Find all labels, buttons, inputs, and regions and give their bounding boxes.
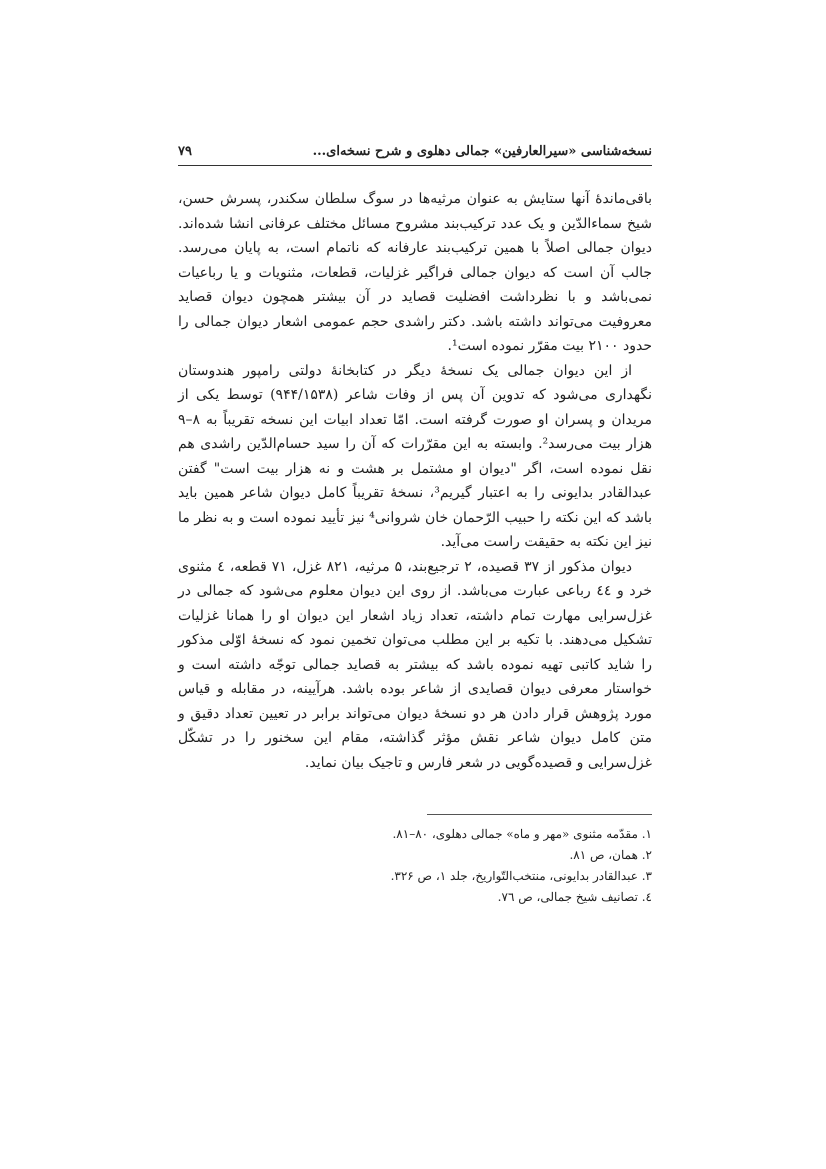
footnotes-list [178,824,652,908]
paragraph-2: از این دیوان جمالی یک نسخهٔ دیگر در کتابخانهٔ دولتی رامپور هندوستان نگهداری می‌شود که تدوین آن پس از وفات شاعر (۹۴۴/۱۵۳۸) توسط یکی از مریدان و پسران او صورت گرفته است. امّا تعداد ابیات این نسخه تقریباً به ۸–۹ هزار بیت می‌رسد². وابسته به این مقرّرات که آن را سید حسام‌الدّین راشدی هم نقل نموده است، اگر "دیوان او مشتمل بر هشت و نه هزار بیت است" گفتن عبدالقادر بدایونی را به اعتبار گیریم³، نسخهٔ تقریباً کامل دیوان شاعر همین باید باشد که این نکته را حبیب الرّحمان خان شروانی⁴ نیز تأیید نموده است و به نظر ما نیز این نکته به حقیقت راست می‌آید. [178,362,652,550]
running-title: نسخه‌شناسی «سیرالعارفین» جمالی دهلوی و شرح نسخه‌ای... [312,144,652,159]
paragraph-3: دیوان مذکور از ۳۷ قصیده، ۲ ترجیع‌بند، ۵ مرثیه، ۸۲۱ غزل، ۷۱ قطعه، ٤ مثنوی خرد و ٤٤ رباعی عبارت می‌باشد. از روی این دیوان معلوم می‌شود که جمالی در غزل‌سرایی مهارت تمام داشته، تعداد زیاد اشعار این دیوان او را همانا غزلیات تشکیل می‌دهند. با تکیه بر این مطلب می‌توان تخمین نمود که نسخهٔ اوّلی مذکور را شاید کاتبی تهیه نموده باشد که بیشتر به قصاید جمالی توجّه داشته است و خواستار معرفی دیوان قصایدی از شاعر بوده باشد. هرآیینه، در مقابله و قیاس مورد پژوهش قرار دادن هر دو نسخهٔ دیوان می‌تواند برابر در تعیین تعداد دقیق و متن کامل دیوان شاعر نقش مؤثر گذاشته، مقام این سخنور را در تشکّل غزل‌سرایی و قصیده‌گویی در شعر فارس و تاجیک بیان نماید. [178,558,652,771]
footnote-1: ۱. مقدّمه مثنوی «مهر و ماه» جمالی دهلوی، ۸۰–۸۱. [392,827,652,841]
body-text [178,187,652,775]
page-number: ۷۹ [178,144,192,159]
footnote-divider [427,814,652,815]
running-header [178,141,652,166]
footnote-2: ۲. همان، ص ۸۱. [569,848,652,862]
paragraph-1: باقی‌ماندهٔ آنها ستایش به عنوان مرثیه‌ها در سوگ سلطان سکندر، پسرش حسن، شیخ سماءالدّین و یک عدد ترکیب‌بند مشروح مسائل مختلف عرفانی انشا شده‌اند. دیوان جمالی اصلاً با همین ترکیب‌بند عارفانه که ناتمام است، به پایان می‌رسد. جالب آن است که دیوان جمالی فراگیر غزلیات، قطعات، مثنویات و یا رباعیات نمی‌باشد و با نظرداشت افضلیت قصاید در آن بیشتر همچون دیوان قصاید معروفیت می‌تواند داشته باشد. دکتر راشدی حجم عمومی اشعار دیوان جمالی را حدود ۲۱۰۰ بیت مقرّر نموده است¹. [178,191,652,354]
footnote-3: ۳. عبدالقادر بدایونی، منتخب‌التّواریخ، جلد ۱، ص ۳۲۶. [390,869,652,883]
footnote-4: ٤. تصانیف شیخ جمالی، ص ۷٦. [497,890,652,904]
